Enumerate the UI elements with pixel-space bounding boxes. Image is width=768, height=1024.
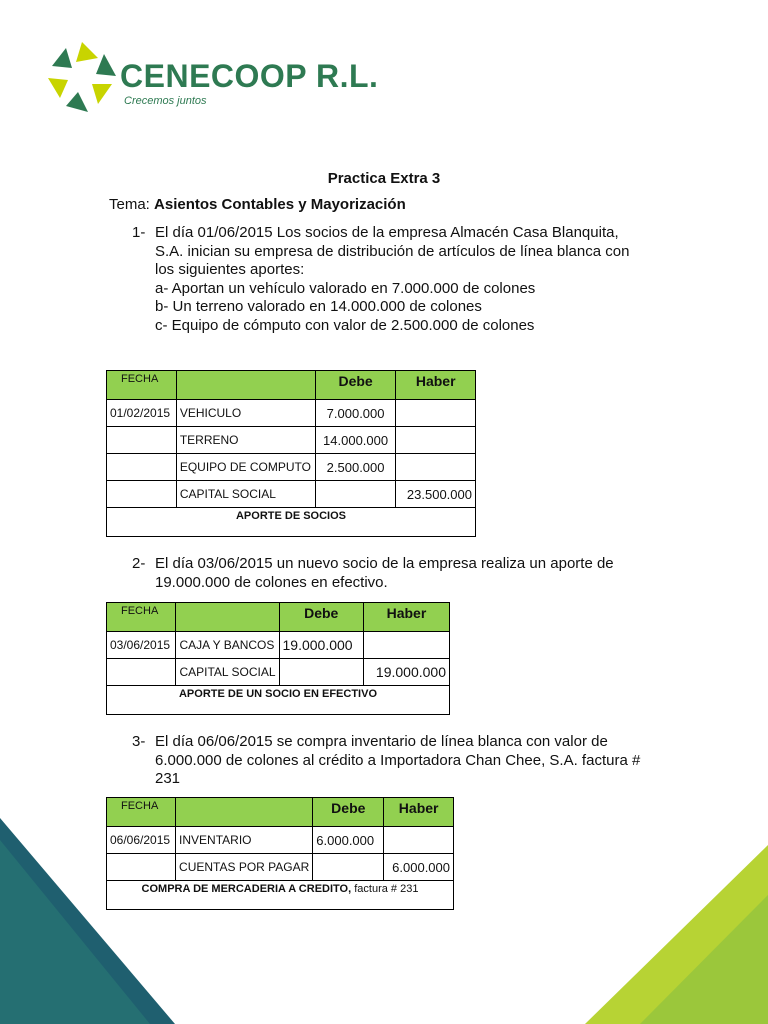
fecha-header: FECHA xyxy=(107,371,177,400)
haber-cell xyxy=(396,427,476,454)
account-cell: VEHICULO xyxy=(176,400,315,427)
exercise-line: El día 01/06/2015 Los socios de la empresa Almacén Casa Blanquita, xyxy=(155,224,619,241)
topic-label: Tema: xyxy=(109,196,150,213)
debe-cell: 19.000.000 xyxy=(279,632,363,659)
haber-cell: 6.000.000 xyxy=(384,854,454,881)
journal-table-1 xyxy=(106,370,476,537)
table-row xyxy=(107,827,454,854)
fecha-cell xyxy=(107,427,177,454)
haber-cell: 19.000.000 xyxy=(363,659,449,686)
debe-cell xyxy=(315,481,396,508)
exercise-1 xyxy=(132,224,692,344)
exercise-line: los siguientes aportes: xyxy=(155,261,305,278)
exercise-number: 1- xyxy=(132,224,146,241)
exercise-3 xyxy=(132,733,692,793)
table-row xyxy=(107,454,476,481)
exercise-item: c- Equipo de cómputo con valor de 2.500.000 de colones xyxy=(155,316,535,334)
account-header xyxy=(176,798,313,827)
topic-line xyxy=(109,196,406,213)
fecha-header: FECHA xyxy=(107,798,176,827)
haber-cell xyxy=(363,632,449,659)
fecha-cell: 03/06/2015 xyxy=(107,632,176,659)
page-title: Practica Extra 3 xyxy=(327,170,441,187)
haber-cell: 23.500.000 xyxy=(396,481,476,508)
haber-header: Haber xyxy=(363,603,449,632)
exercise-line: 6.000.000 de colones al crédito a Importadora Chan Chee, S.A. factura # xyxy=(155,751,641,769)
cenecoop-logo xyxy=(46,40,386,120)
fecha-cell xyxy=(107,659,176,686)
table-footer-row xyxy=(107,686,450,715)
exercise-number: 2- xyxy=(132,555,146,572)
debe-cell: 7.000.000 xyxy=(315,400,396,427)
entry-description xyxy=(107,881,454,910)
haber-cell xyxy=(396,400,476,427)
table-row xyxy=(107,481,476,508)
table-row xyxy=(107,632,450,659)
entry-description-bold: COMPRA DE MERCADERIA A CREDITO, xyxy=(141,883,352,895)
exercise-line: S.A. inician su empresa de distribución de artículos de línea blanca con xyxy=(155,242,630,260)
haber-cell xyxy=(384,827,454,854)
brand-name: CENECOOP R.L. xyxy=(120,58,379,94)
exercise-item: a- Aportan un vehículo valorado en 7.000.000 de colones xyxy=(155,279,536,297)
exercise-line: El día 06/06/2015 se compra inventario de línea blanca con valor de xyxy=(155,733,608,750)
entry-description: APORTE DE SOCIOS xyxy=(107,508,476,537)
exercise-line: 19.000.000 de colones en efectivo. xyxy=(155,573,388,591)
table-footer-row xyxy=(107,881,454,910)
debe-header: Debe xyxy=(279,603,363,632)
account-header xyxy=(176,603,279,632)
fecha-cell xyxy=(107,454,177,481)
debe-header: Debe xyxy=(313,798,384,827)
exercise-line: El día 03/06/2015 un nuevo socio de la empresa realiza un aporte de xyxy=(155,555,614,572)
fecha-cell: 06/06/2015 xyxy=(107,827,176,854)
table-footer-row xyxy=(107,508,476,537)
account-cell: INVENTARIO xyxy=(176,827,313,854)
exercise-line: 231 xyxy=(155,770,181,787)
brand-tagline: Crecemos juntos xyxy=(124,95,207,107)
debe-header: Debe xyxy=(315,371,396,400)
table-row xyxy=(107,400,476,427)
debe-cell: 6.000.000 xyxy=(313,827,384,854)
account-cell: CAPITAL SOCIAL xyxy=(176,481,315,508)
exercise-number: 3- xyxy=(132,733,146,750)
account-cell: CAPITAL SOCIAL xyxy=(176,659,279,686)
entry-description: APORTE DE UN SOCIO EN EFECTIVO xyxy=(107,686,450,715)
journal-table-2 xyxy=(106,602,450,715)
debe-cell: 14.000.000 xyxy=(315,427,396,454)
fecha-cell: 01/02/2015 xyxy=(107,400,177,427)
debe-cell xyxy=(313,854,384,881)
cenecoop-emblem-icon xyxy=(46,40,118,114)
table-row xyxy=(107,854,454,881)
haber-cell xyxy=(396,454,476,481)
account-cell: CAJA Y BANCOS xyxy=(176,632,279,659)
table-header-row xyxy=(107,371,476,400)
account-header xyxy=(176,371,315,400)
fecha-cell xyxy=(107,481,177,508)
exercise-2 xyxy=(132,555,692,595)
account-cell: CUENTAS POR PAGAR xyxy=(176,854,313,881)
fecha-header: FECHA xyxy=(107,603,176,632)
journal-table-3 xyxy=(106,797,454,910)
haber-header: Haber xyxy=(384,798,454,827)
table-row xyxy=(107,427,476,454)
exercise-item: b- Un terreno valorado en 14.000.000 de colones xyxy=(155,298,482,315)
fecha-cell xyxy=(107,854,176,881)
account-cell: TERRENO xyxy=(176,427,315,454)
topic-value: Asientos Contables y Mayorización xyxy=(154,196,406,213)
table-header-row xyxy=(107,603,450,632)
account-cell: EQUIPO DE COMPUTO xyxy=(176,454,315,481)
table-header-row xyxy=(107,798,454,827)
table-row xyxy=(107,659,450,686)
debe-cell: 2.500.000 xyxy=(315,454,396,481)
debe-cell xyxy=(279,659,363,686)
entry-description-normal: factura # 231 xyxy=(351,883,419,895)
haber-header: Haber xyxy=(396,371,476,400)
